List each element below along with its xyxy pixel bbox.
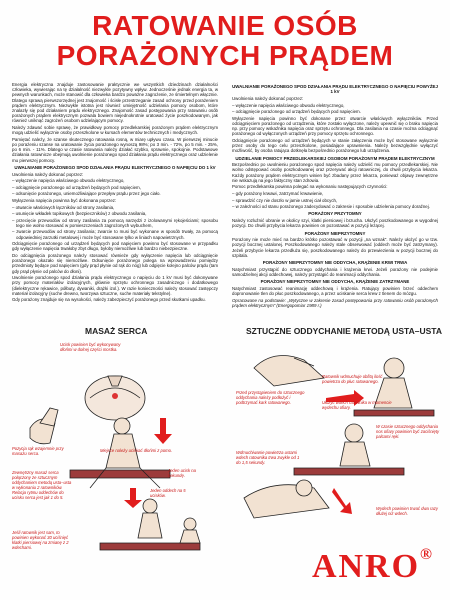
paragraph: Uwolnienia należy dokonać poprzez: xyxy=(12,171,84,177)
logo-text: ANRO xyxy=(311,548,421,585)
caption: Jeśli ratownik jest sam, to powinien wykonać 30 uciśnięć klatki piersiowej na zmianę z 2 wdechami. xyxy=(12,530,69,550)
section-heading: UWALNIANIE PORAŻONEGO SPOD DZIAŁANIA PRĄDU ELEKTRYCZNEGO O NAPIĘCIU POWYŻEJ 1 kV xyxy=(232,84,438,95)
paragraph: Pamiętać należy, że szanse skutecznego ratowania rosną, w miarę upływu czasu. W pierwszej minucie po porażeniu szanse na uratowanie życia porażonego wynoszą 98%; po 3 min. - 72%, po 5 min. - 25%, po 6 min. - 11%. Dlatego w czasie ratowania należy działać szybko, sprawnie, spokojnie. Podstawowe działania ratownicze obejmują uwolnienie porażonego spod działania prądu elektrycznego oraz udzielenie mu pierwszej pomocy. xyxy=(12,136,218,163)
paragraph: Należy rozluźnić ubranie w okolicy szyi, klatki piersiowej i brzucha. Ułożyć poszkodowanego w wygodnej pozycji. Do chwili przybycia lekarza powinien on pozostawać w pozycji leżącej. xyxy=(232,218,438,229)
paragraph: Natychmiast zastosować reanimację oddechową i krążenia. Ratujący powinien brzeć oddechem dopronowanie tlen do płuc poszkodowanego, a przez uciskanie serca krew z tlenem do mózgu. xyxy=(232,285,438,297)
paragraph: Wyłączenie napięcia powinno być dokonane przez otwarcie właściwych wyłączników. Przed odciągnięciem porażonego od urządzenia, które zostało wyłączone, należy upewnić się o braku napięcia np. przy pomocy wskaźnika napięcia oraz sprzętu ochronnego. Dla zasilania na czasie można odciągnąć porażonego od wyłączonych urządzeń przy pomocy sprzętu ochronnego. xyxy=(232,115,438,137)
section-title-heart-massage: MASAŻ SERCA xyxy=(85,326,148,336)
paragraph: Odciągnięcie porażonego od urządzeń będących w stanie załączenia może być stosowane wyłącznie przez osoby do tego celu przeszkolone, posiadające uprawnienia. Należy bezwzględnie wyłączyć możliwość, by osoba ratująca dotknęła bezpośrednio porażonego lub urządzenia. xyxy=(232,137,438,154)
two-rescuers-figure xyxy=(100,499,200,550)
paragraph: Porażony nie może mieć na bardzo krótko pozostawać w pozycji „na wznak”. Należy ułożyć go w tzw. pozycji bocznej ustalonej. Poszkodowanego należy stale obserwować (oddech może być zatrzymany). Jeżeli przybycie lekarza przedłuża się, poszkodowanego należy do przewiezienia w pozycji bocznej do szpitala. xyxy=(232,237,438,258)
anro-logo xyxy=(312,548,434,586)
caption: Miejsce należy uciskać dłońmi z pomo. xyxy=(100,448,173,453)
paragraph: Gdy porażony znajduje się na wysokości, należy zabezpieczyć porażonego przed skutkami upadku. xyxy=(12,297,206,303)
list-item: – odciągnięcie porażonego od urządzeń będących pod napięciem, xyxy=(12,184,141,190)
caption: Jeden oddech na 5 ucisków. xyxy=(150,488,186,498)
list-item: – odciągnięcie porażonego od urządzeń będących pod napięciem. xyxy=(232,109,361,115)
section-heading: UDZIELANIE POMOCY PRZEDLEKARSKIEJ OSOBOM PORAŻONYM PRĄDEM ELEKTRYCZNYM xyxy=(235,155,435,161)
paragraph: Do odciągnięcia porażonego należy stosować równieże gdy wyłączenie napięcia lub odciągnięcie porażonego okazało się niemożliwe. Odsunięcie porażonego polega na wprowadzeniu pomiędzy przedmioty będące pod napięciem (gdy prąd płynie od rąk do nóg) lub odgięcie kolejno palców prądu (tam gdy prąd płynie od palców do dłoni). xyxy=(12,253,218,274)
section-title-mouth-to-mouth: SZTUCZNE ODDYCHANIE METODĄ USTA–USTA xyxy=(246,326,442,336)
list-item: – otwarcie właściwych łączników od strony zasilania, xyxy=(12,204,115,210)
caption: Ucisk powinien być wykonywany dłońmi w dolnej części mostka. xyxy=(60,342,121,352)
caption: W czasie sztucznego oddychania nos ofiary powinien być zaciśnięty palcami ręki. xyxy=(376,424,440,439)
list-item: – wyłączenie napięcia właściwego obwodu elektrycznego, xyxy=(232,102,345,108)
caption: Jeden ucisk na sekundę. xyxy=(168,468,196,478)
list-item: – przecięcie przewodów od strony zasilania za pomocą narzędzi z izolowanymi rękojeściami; sposobu tego nie wolno stosować w pomieszczeniach zagrożonych wybuchem, xyxy=(12,217,218,228)
caption: Zewnętrzny masaż serca połączony ze sztucznym oddychaniem metodą usta–usta w wykonaniu 2 ratowników. Relacja rytmu oddechów do ucisku serca jest jak 1 do 5. xyxy=(12,470,72,500)
poster-title-line-1: RATOWANIE OSÓB xyxy=(92,10,358,41)
paragraph: Należy zdawać sobie sprawę, że prawidłowy pomocy przedlekarskiej porażonym prądem elektrycznym mogą udzielić wyłącznie osoby przeszkolone w kursach elementów technicznych i medycznych. xyxy=(12,125,218,136)
paragraph: Odciągnięcie porażonego od urządzeń będących pod napięciem powinno być stosowane w przypadku gdy wyłączenie napięcia trwałoby zbyt długo, byłoby niemożliwe lub bardzo niebezpieczne. xyxy=(12,241,218,252)
section-heading: PORAŻONY PRZYTOMNY xyxy=(308,211,362,217)
source-footnote: Opracowane na podstawie: „Wytyczne w zakresie zasad postępowania przy ratowaniu osób porażonych prądem elektrycznym” (Energopomiar 1989 r.) xyxy=(232,297,438,308)
paragraph: Uwolnienia należy dokonać poprzez: xyxy=(232,95,304,101)
head-tilt-figure xyxy=(254,356,324,387)
nose-pinch-figure xyxy=(244,480,329,518)
list-item: – gdy porażony krwawi, zatrzymać krwawienie, xyxy=(232,191,324,196)
caption: Przed przystąpieniem do sztucznego oddychania należy podłożyć i podtrzymać kark ratowanego. xyxy=(236,390,305,405)
paragraph: Wyłączenia napięcia powinna być dokonana poprzez: xyxy=(12,197,117,203)
paragraph: Pomoc przedlekarska powinna polegać na wykonaniu następujących czynności: xyxy=(232,184,388,190)
caption: Wydech powinien trwać dwa razy dłużej niż wdech. xyxy=(376,506,438,516)
list-item: – odsunięcie porażonego, uniemożliwiające przepływ prądu przez jego ciało. xyxy=(12,191,161,197)
list-item: – usunięcie wkładek topikowych (bezpieczników) z obwodu zasilania, xyxy=(12,211,147,217)
section-heading: UWALNIANIE PORAŻONEGO SPOD DZIAŁANIA PRĄDU ELEKTRYCZNEGO O NAPIĘCIU DO 1 kV xyxy=(14,164,216,170)
right-text-column xyxy=(232,82,438,309)
list-item: – sprawdzić czy nie doszło w jamie ustnej ciał obcych, xyxy=(232,197,338,203)
list-item: – w zależności od stanu porażonego zadecydować o zakresie i sposobie udzielenia pomocy doraźnej. xyxy=(232,204,430,210)
chest-compression-figure xyxy=(85,376,145,420)
hand-position-figure xyxy=(30,408,58,444)
registered-mark-icon: ® xyxy=(420,546,434,563)
caption: Wdmuchiwanie powietrza ustami wdech ratownika trwa zwykle od 1 do 1,5 sekundy. xyxy=(236,450,300,465)
caption: Ułożyć wdech ratownika w momencie wydechu ofiary. xyxy=(322,400,392,410)
list-item: – zwarcie przewodów od strony zasilania; zwarcie to musi być wykonane w sposób trwały, za pomocą odpowiedniej zarzutki metalowej i może być stosowane tylko w liniach napowietrznych. xyxy=(12,229,218,240)
kneeling-rescuer-figure xyxy=(70,418,170,488)
poster-title-line-2: PORAŻONYCH PRĄDEM xyxy=(56,40,394,71)
paragraph: Natychmiast przystąpić do sztucznego oddychania i krążenia krwi. Jeżeli porażony nie podejmie samodzielnej akcji oddechowej, należy przystąpić do reanimacji oddychania. xyxy=(232,266,438,277)
section-heading: PORAŻONY NIEPRZYTOMNY xyxy=(304,230,366,236)
left-text-column xyxy=(12,82,218,304)
paragraph: Bezpośrednio po uwolnieniu porażonego spod napięcia należy udzielić mu pomocy przedlekarskiej. Nie wolno odstępować osoby poszkodowanej oraz przerywać akcji ratowniczej, do chwili przybycia lekarza. Każdy porażony prądem elektrycznym winien być zbadany przez lekarza, ponieważ objawy zewnętrzne nie wskazują na jego faktyczny stan zdrowia. xyxy=(232,162,438,183)
section-heading: PORAŻONY NIEPRZYTOMNY NIE ODDYCHA, KRĄŻENIE ZATRZYMANE xyxy=(260,279,410,285)
paragraph: Uwolnienie porażonego spod działania prądu elektrycznego o napięciu do 1 kV musi być dokonywane przy pomocy materiałów izolacyjnych, głównie sprzętu ochronnego zasadniczego i dodatkowego (dielektryczne rękawice, półbuty, dywaniki, drążki izol.). W razie konieczności należy stosować zastępczy materiał izolacyjny (suche drewno, tworzywa sztuczne, suche materiały tekstylne). xyxy=(12,275,218,296)
caption: Pozycja rąk wzajemnie przy masażu serca. xyxy=(12,446,64,456)
list-item: – wyłączenie napięcia właściwego obwodu elektrycznego, xyxy=(12,178,125,184)
caption: Ratownik wdmuchuje obfitą ilość powietrza do płuc ratowanego. xyxy=(322,374,383,384)
section-heading: PORAŻONY NIEPRZYTOMNY NIE ODDYCHA, KRĄŻENIE KRWI TRWA xyxy=(262,260,408,266)
intro-paragraph: Energia elektryczna znajduje zastosowanie praktycznie we wszystkich dziedzinach działalności człowieka, wywierając na tę działalność niezwykle pozytywny wpływ. Jednocześnie jednak energia ta, w pewnych warunkach, może stanowić dla człowieka bardzo poważne zagrożenie, ze śmiertelnym włącznie. Dlatego sprawą pierwszorzędnej jest znajomość i ścisłe przestrzeganie zasad ochrony przed porażeniem prądem elektrycznym. Niezwykle istotna jest również umiejętność udzielania pomocy osobom, które znalazły się pod działaniem prądu elektrycznego. Znajomość zasad postępowania przy ratowaniu osób porażonych prądem elektrycznym pozwala bowiem niejednokrotnie uratować życie poszkodowanym, jak również uniknąć zagrożeń osobom udzielającym pomocy. xyxy=(12,82,218,124)
